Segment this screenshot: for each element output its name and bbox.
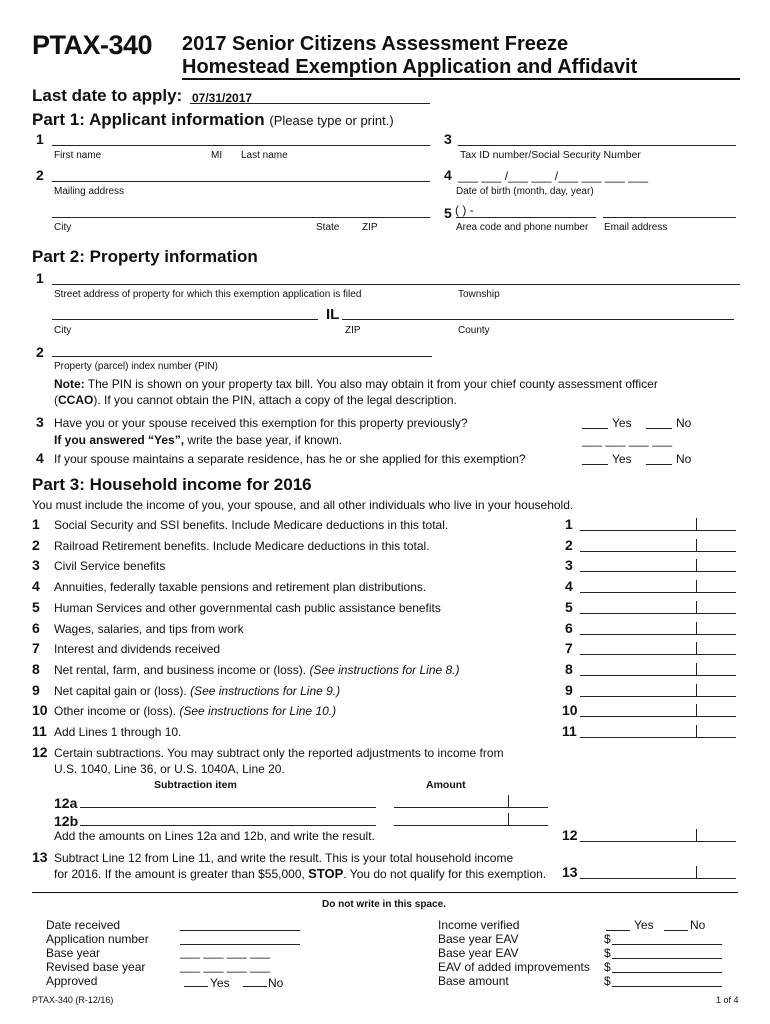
office-use-rule — [32, 892, 738, 893]
line12a-num: 12a — [54, 795, 78, 811]
income-line-box-num: 1 — [565, 516, 573, 532]
office-base-year-eav-2-label: Base year EAV — [438, 946, 519, 960]
il-label: IL — [326, 306, 340, 323]
office-base-year-eav-label: Base year EAV — [438, 932, 519, 946]
income-line-amount-field[interactable] — [580, 696, 736, 697]
office-approved-yes-blank[interactable] — [184, 986, 208, 987]
q3-yes-blank[interactable] — [582, 428, 608, 429]
line12a-divider — [508, 795, 509, 808]
office-revised-base-year-label: Revised base year — [46, 960, 146, 974]
last-date-value: 07/31/2017 — [192, 91, 253, 105]
part1-heading: Part 1: Applicant information (Please type or print.) — [32, 110, 394, 129]
income-line-text: Human Services and other governmental cash public assistance benefits — [54, 601, 441, 615]
office-eav-improvements-label: EAV of added improvements — [438, 960, 590, 974]
part3-intro: You must include the income of you, your spouse, and all other individuals who live in your household. — [32, 498, 574, 512]
p2-line3-num: 3 — [36, 414, 44, 430]
income-line-divider — [696, 580, 697, 593]
property-zip-label: ZIP — [345, 325, 361, 336]
form-title-line1: 2017 Senior Citizens Assessment Freeze — [182, 33, 569, 55]
tax-id-field[interactable] — [458, 145, 736, 146]
income-line-amount-field[interactable] — [580, 530, 736, 531]
office-date-received-field[interactable] — [180, 930, 300, 931]
p1-line2-num: 2 — [36, 167, 44, 183]
income-line-text: Wages, salaries, and tips from work — [54, 622, 244, 636]
income-line-box-num: 10 — [562, 702, 578, 718]
income-line-amount-field[interactable] — [580, 716, 736, 717]
income-line-amount-field[interactable] — [580, 654, 736, 655]
income-line-box-num: 2 — [565, 537, 573, 553]
office-approved-label: Approved — [46, 974, 98, 988]
city-state-zip-field[interactable] — [52, 217, 430, 218]
income-line-text: Annuities, federally taxable pensions and retirement plan distributions. — [54, 580, 427, 594]
office-income-verified-label: Income verified — [438, 918, 520, 932]
property-city-label: City — [54, 325, 72, 336]
income-line-num: 6 — [32, 620, 40, 636]
p1-line5-num: 5 — [444, 205, 452, 221]
p2-line4-num: 4 — [36, 450, 44, 466]
income-line-text: Civil Service benefits — [54, 559, 166, 573]
property-zip-county-field[interactable] — [342, 319, 734, 320]
p2-line2-num: 2 — [36, 344, 44, 360]
dollar-sign: $ — [604, 974, 611, 988]
office-approved-yes-label: Yes — [210, 976, 230, 990]
line12b-item-field[interactable] — [80, 825, 376, 826]
line13-box-num: 13 — [562, 864, 578, 880]
phone-pattern: ( ) - — [455, 203, 474, 217]
office-base-year-eav-2-field[interactable] — [612, 958, 722, 959]
dollar-sign: $ — [604, 960, 611, 974]
p2-line1-num: 1 — [36, 270, 44, 286]
dob-field[interactable]: ___ ___ /___ ___ /___ ___ ___ ___ — [458, 169, 649, 183]
office-base-amount-label: Base amount — [438, 974, 509, 988]
income-line-divider — [696, 622, 697, 635]
line12b-divider — [508, 813, 509, 826]
income-line-box-num: 7 — [565, 640, 573, 656]
form-id: PTAX-340 — [32, 30, 153, 60]
q4-yes-blank[interactable] — [582, 464, 608, 465]
line13-text2: for 2016. If the amount is greater than $55,000, STOP. You do not qualify for this exemption. — [54, 866, 547, 881]
income-line-divider — [696, 518, 697, 531]
q3-text: Have you or your spouse received this exemption for this property previously? — [54, 416, 468, 430]
office-revised-base-year-field[interactable]: ___ ___ ___ ___ — [180, 959, 271, 973]
income-line-num: 10 — [32, 702, 48, 718]
tax-id-label: Tax ID number/Social Security Number — [460, 149, 641, 161]
line12-add-text: Add the amounts on Lines 12a and 12b, and write the result. — [54, 829, 375, 843]
name-field[interactable] — [52, 145, 430, 146]
office-income-verified-no-label: No — [690, 918, 706, 932]
income-line-amount-field[interactable] — [580, 634, 736, 635]
office-base-year-label: Base year — [46, 946, 101, 960]
income-line-amount-field[interactable] — [580, 613, 736, 614]
income-line-num: 1 — [32, 516, 40, 532]
office-income-verified-yes-label: Yes — [634, 918, 654, 932]
q3-no-blank[interactable] — [646, 428, 672, 429]
amount-header: Amount — [426, 779, 466, 791]
line12-amount-divider — [696, 829, 697, 842]
income-line-num: 3 — [32, 557, 40, 573]
income-line-text: Net capital gain or (loss). (See instructions for Line 9.) — [54, 684, 341, 698]
income-line-box-num: 11 — [562, 723, 577, 739]
income-line-text: Interest and dividends received — [54, 642, 221, 656]
income-line-amount-field[interactable] — [580, 737, 736, 738]
pin-field[interactable] — [52, 356, 432, 357]
income-line-divider — [696, 539, 697, 552]
income-line-text: Add Lines 1 through 10. — [54, 725, 182, 739]
p1-line4-num: 4 — [444, 167, 452, 183]
city-label: City — [54, 222, 72, 233]
line12a-amount-field[interactable] — [394, 807, 548, 808]
dollar-sign: $ — [604, 932, 611, 946]
line13-text1: Subtract Line 12 from Line 11, and write the result. This is your total household income — [54, 851, 514, 865]
office-base-amount-field[interactable] — [612, 986, 722, 987]
q3-followup: If you answered “Yes”, write the base year, if known. — [54, 433, 343, 447]
county-label: County — [458, 325, 490, 336]
q4-no-blank[interactable] — [646, 464, 672, 465]
line12b-amount-field[interactable] — [394, 825, 548, 826]
office-approved-no-blank[interactable] — [243, 986, 267, 987]
income-line-num: 8 — [32, 661, 40, 677]
pin-note-line1: Note: The PIN is shown on your property tax bill. You also may obtain it from your chief county assessment officer — [54, 377, 658, 391]
income-line-box-num: 4 — [565, 578, 573, 594]
line13-amount-field[interactable] — [580, 878, 736, 879]
q4-yes-label: Yes — [612, 452, 632, 466]
form-title-line2: Homestead Exemption Application and Affidavit — [182, 56, 638, 78]
q3-yes-label: Yes — [612, 416, 632, 430]
income-line-divider — [696, 684, 697, 697]
q4-no-label: No — [676, 452, 692, 466]
subtraction-item-header: Subtraction item — [154, 779, 237, 791]
line12-num: 12 — [32, 744, 48, 760]
pin-label: Property (parcel) index number (PIN) — [54, 361, 218, 372]
income-line-divider — [696, 725, 697, 738]
income-line-amount-field[interactable] — [580, 675, 736, 676]
email-field[interactable] — [603, 217, 736, 218]
email-label: Email address — [604, 222, 668, 233]
income-line-box-num: 9 — [565, 682, 573, 698]
income-line-text: Other income or (loss). (See instructions for Line 10.) — [54, 704, 337, 718]
mi-label: MI — [211, 150, 223, 161]
last-date-label: Last date to apply: — [32, 86, 183, 105]
page-number: 1 of 4 — [716, 995, 739, 1005]
income-line-divider — [696, 559, 697, 572]
phone-label: Area code and phone number — [456, 222, 589, 233]
township-label: Township — [458, 289, 500, 300]
mailing-address-field[interactable] — [52, 181, 430, 182]
office-eav-improvements-field[interactable] — [612, 972, 722, 973]
income-line-box-num: 5 — [565, 599, 573, 615]
line12a-item-field[interactable] — [80, 807, 376, 808]
line12b-num: 12b — [54, 813, 79, 829]
property-city-field[interactable] — [52, 319, 318, 320]
income-line-text: Net rental, farm, and business income or (loss). (See instructions for Line 8.) — [54, 663, 460, 677]
part3-heading: Part 3: Household income for 2016 — [32, 475, 312, 494]
income-line-num: 11 — [32, 723, 47, 739]
income-line-divider — [696, 704, 697, 717]
dollar-sign: $ — [604, 946, 611, 960]
last-name-label: Last name — [241, 150, 288, 161]
zip-label: ZIP — [362, 222, 378, 233]
line12-box-num: 12 — [562, 827, 578, 843]
line13-num: 13 — [32, 849, 48, 865]
base-year-blanks[interactable]: ___ ___ ___ ___ — [582, 433, 673, 447]
income-line-box-num: 8 — [565, 661, 573, 677]
line12-amount-field[interactable] — [580, 841, 736, 842]
income-line-text: Social Security and SSI benefits. Include Medicare deductions in this total. — [54, 518, 449, 532]
office-income-verified-no-blank[interactable] — [664, 930, 688, 931]
mailing-address-label: Mailing address — [54, 186, 125, 197]
income-line-amount-field[interactable] — [580, 592, 736, 593]
line12-text1: Certain subtractions. You may subtract only the reported adjustments to income from — [54, 746, 504, 760]
income-line-num: 7 — [32, 640, 40, 656]
income-line-amount-field[interactable] — [580, 551, 736, 552]
q3-no-label: No — [676, 416, 692, 430]
q4-text: If your spouse maintains a separate residence, has he or she applied for this exemption? — [54, 452, 526, 466]
state-label: State — [316, 222, 340, 233]
title-rule — [182, 78, 740, 80]
income-line-num: 9 — [32, 682, 40, 698]
last-date-rule — [190, 103, 430, 104]
office-application-number-label: Application number — [46, 932, 149, 946]
income-line-divider — [696, 601, 697, 614]
line12-text2: U.S. 1040, Line 36, or U.S. 1040A, Line 20. — [54, 762, 285, 776]
pin-note-line2: (CCAO). If you cannot obtain the PIN, attach a copy of the legal description. — [54, 393, 457, 407]
p1-line3-num: 3 — [444, 131, 452, 147]
first-name-label: First name — [54, 150, 102, 161]
office-income-verified-yes-blank[interactable] — [606, 930, 630, 931]
office-base-year-eav-field[interactable] — [612, 944, 722, 945]
form-revision: PTAX-340 (R-12/16) — [32, 995, 114, 1005]
income-line-num: 2 — [32, 537, 40, 553]
phone-field[interactable] — [456, 217, 596, 218]
income-line-divider — [696, 642, 697, 655]
office-approved-no-label: No — [268, 976, 284, 990]
property-street-field[interactable] — [52, 284, 740, 285]
part2-heading: Part 2: Property information — [32, 247, 258, 266]
office-base-year-field[interactable]: ___ ___ ___ ___ — [180, 945, 271, 959]
office-use-heading: Do not write in this space. — [322, 899, 446, 910]
income-line-amount-field[interactable] — [580, 571, 736, 572]
office-date-received-label: Date received — [46, 918, 121, 932]
income-line-divider — [696, 663, 697, 676]
income-line-num: 5 — [32, 599, 40, 615]
p1-line1-num: 1 — [36, 131, 44, 147]
dob-label: Date of birth (month, day, year) — [456, 186, 594, 197]
line13-amount-divider — [696, 866, 697, 879]
income-line-box-num: 3 — [565, 557, 573, 573]
income-line-num: 4 — [32, 578, 40, 594]
street-label: Street address of property for which this exemption application is filed — [54, 289, 362, 300]
income-line-text: Railroad Retirement benefits. Include Medicare deductions in this total. — [54, 539, 430, 553]
income-line-box-num: 6 — [565, 620, 573, 636]
